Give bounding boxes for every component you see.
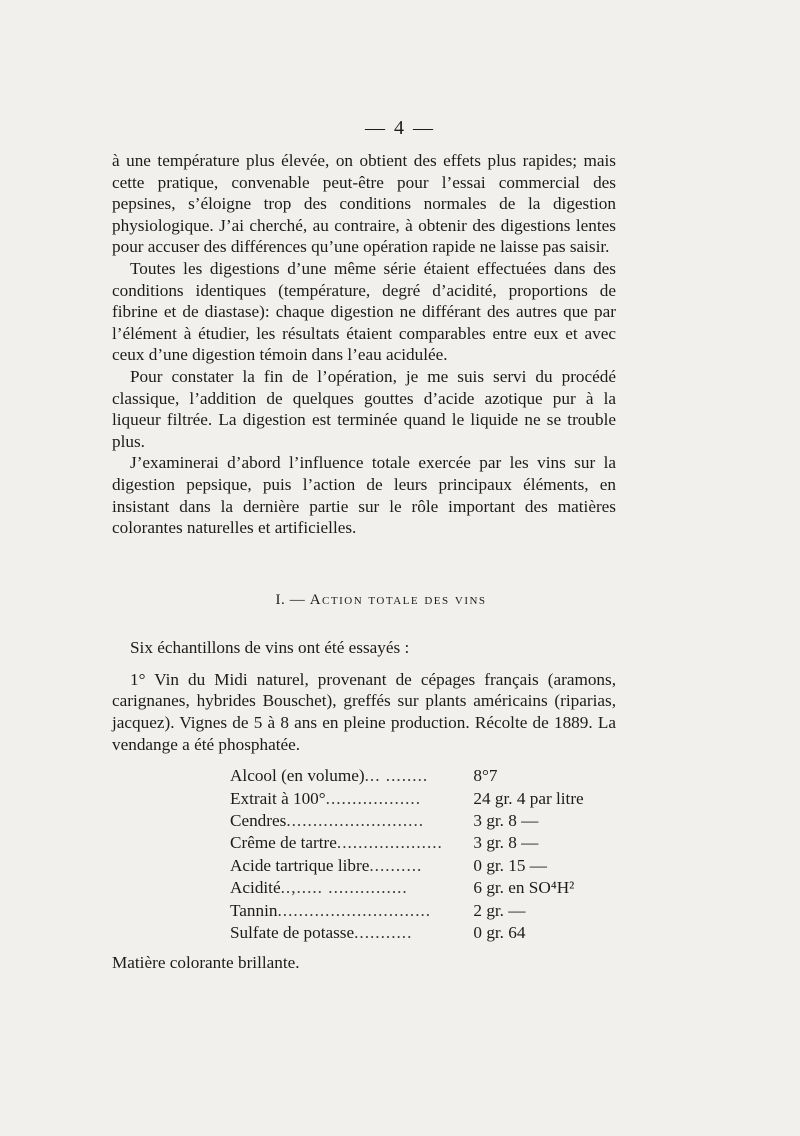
body-text <box>112 150 616 974</box>
paragraph-3: Pour constater la fin de l’opération, je me suis servi du procédé classique, l’addition de quelques gouttes d’acide azotique pur à la liqueur filtrée. La digestion est terminée quand le liquide ne se trouble plus. <box>112 366 616 451</box>
section-heading <box>146 590 616 612</box>
analysis-value: 3 gr. 8 — <box>473 811 539 831</box>
analysis-label: Extrait à 100° <box>230 788 326 808</box>
analysis-value: 6 gr. en SO⁴H² <box>473 878 575 898</box>
sample-1-description: 1° Vin du Midi naturel, provenant de cépages français (aramons, carignanes, hybrides Bouschet), greffés sur plants américains (riparias, jacquez). Vignes de 5 à 8 ans en pleine production. Récolte de 1889. La vendange a été phosphatée. <box>112 669 616 754</box>
leader-dots: .................. <box>325 788 421 808</box>
paragraph-1: à une température plus élevée, on obtient des effets plus rapides; mais cette pratique, convenable peut-être pour l’essai commercial des pepsines, s’éloigne trop des conditions normales de la digestion physiologique. J’ai cherché, au contraire, à obtenir des digestions lentes pour accuser des différences qu’une opération rapide ne laisse pas saisir. <box>112 151 616 257</box>
section-number: I. — <box>275 591 306 608</box>
leader-dots: .......... <box>369 855 423 875</box>
leader-dots: ............................. <box>277 900 432 920</box>
analysis-value: 0 gr. 15 — <box>473 855 547 875</box>
analysis-row <box>230 765 600 787</box>
analysis-label: Acidité <box>230 878 281 898</box>
analysis-label: Crême de tartre <box>230 833 337 853</box>
leader-dots: ........... <box>354 922 413 942</box>
analysis-value: 0 gr. 64 <box>473 922 526 942</box>
analysis-value: 24 gr. 4 par litre <box>473 788 584 808</box>
analysis-label: Alcool (en volume) <box>230 766 365 786</box>
analysis-row <box>230 810 600 832</box>
analysis-row <box>230 877 600 899</box>
analysis-value: 2 gr. — <box>473 900 526 920</box>
analysis-row <box>230 832 600 854</box>
leader-dots: ... ........ <box>364 766 429 786</box>
paragraph-4: J’examinerai d’abord l’influence totale exercée par les vins sur la digestion pepsique, puis l’action de leurs principaux éléments, en insistant dans la dernière partie sur le rôle important des matières colorantes naturelles et artificielles. <box>112 453 616 538</box>
analysis-row <box>230 922 600 944</box>
leader-dots: .................... <box>336 833 443 853</box>
analysis-value: 3 gr. 8 — <box>473 833 539 853</box>
leader-dots: ..,..... ............... <box>280 878 408 898</box>
leader-dots: .......................... <box>286 811 425 831</box>
analysis-row <box>230 788 600 810</box>
analysis-label: Sulfate de potasse <box>230 922 355 942</box>
analysis-row <box>230 855 600 877</box>
analysis-value: 8°7 <box>473 766 498 786</box>
analysis-row <box>230 900 600 922</box>
samples-intro: Six échantillons de vins ont été essayés : <box>130 638 410 658</box>
page-number: — 4 — <box>365 117 435 139</box>
analysis-table <box>230 765 600 944</box>
analysis-label: Cendres <box>230 811 287 831</box>
section-title: Action totale des vins <box>309 591 487 608</box>
analysis-label: Acide tartrique libre <box>230 855 370 875</box>
analysis-label: Tannin <box>230 900 278 920</box>
closing-note: Matière colorante brillante. <box>112 953 300 973</box>
paragraph-2: Toutes les digestions d’une même série étaient effectuées dans des conditions identiques (température, degré d’acidité, proportions de fibrine et de diastase): chaque digestion ne différant des autres que par l’élément à étudier, les résultats étaient comparables entre eux et avec ceux d’une digestion témoin dans l’eau acidulée. <box>112 258 616 365</box>
